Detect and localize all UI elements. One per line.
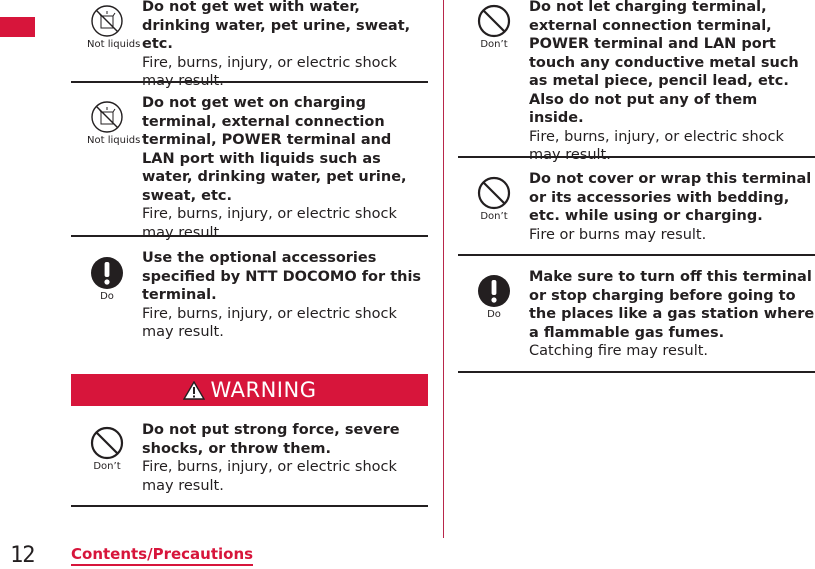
not-liquids-icon (87, 100, 141, 146)
dont-icon (87, 426, 127, 472)
precaution-item (458, 170, 815, 256)
precaution-result: Fire or burns may result. (529, 226, 707, 243)
do-icon (87, 256, 127, 302)
icon-label: Not liquids (87, 39, 141, 50)
precaution-item (458, 0, 815, 163)
icon-label: Don’t (480, 211, 508, 222)
precaution-item (71, 420, 428, 507)
icon-label: Not liquids (87, 135, 141, 146)
section-link[interactable]: Contents/Precautions (71, 546, 253, 566)
precaution-title: Do not put strong force, severe shocks, or throw them. (142, 422, 400, 457)
precaution-item (71, 248, 428, 358)
precaution-title: Make sure to turn off this terminal or stop charging before going to the places like a gas station where a flammable gas fumes. (529, 269, 815, 341)
dont-icon (474, 176, 514, 222)
precaution-result: Fire, burns, injury, or electric shock may result. (529, 128, 784, 163)
not-liquids-icon (87, 4, 141, 50)
warning-header (71, 374, 428, 406)
precaution-result: Fire, burns, injury, or electric shock may result. (142, 54, 397, 89)
precaution-result: Fire, burns, injury, or electric shock may result. (142, 459, 397, 494)
warning-triangle-icon (183, 381, 205, 400)
column-divider (443, 0, 444, 538)
precaution-result: Fire, burns, injury, or electric shock may result. (142, 206, 397, 241)
warning-label: WARNING (210, 378, 317, 402)
precaution-title: Use the optional accessories specified by NTT DOCOMO for this terminal. (142, 250, 422, 303)
precaution-item (71, 0, 428, 89)
page-number: 12 (10, 543, 35, 568)
precaution-result: Fire, burns, injury, or electric shock may result. (142, 305, 397, 340)
precaution-item (458, 268, 815, 373)
precaution-result: Catching fire may result. (529, 343, 709, 359)
chapter-tab (0, 17, 35, 37)
precaution-item (71, 94, 428, 241)
icon-label: Do (487, 309, 501, 320)
precaution-title: Do not get wet on charging terminal, external connection terminal, POWER terminal and LAN port with liquids such as water, drinking water, pet urine, sweat, etc. (142, 95, 407, 204)
icon-label: Don’t (480, 39, 508, 50)
precaution-title: Do not let charging terminal, external connection terminal, POWER terminal and LAN port touch any conductive metal such as metal piece, pencil lead, etc. Also do not put any of them inside. (529, 0, 799, 126)
icon-label: Do (100, 291, 114, 302)
icon-label: Don’t (93, 461, 121, 472)
precaution-title: Do not get wet with water, drinking water, pet urine, sweat, etc. (142, 0, 411, 52)
do-icon (474, 274, 514, 320)
dont-icon (474, 4, 514, 50)
precaution-title: Do not cover or wrap this terminal or its accessories with bedding, etc. while using or charging. (529, 171, 812, 224)
